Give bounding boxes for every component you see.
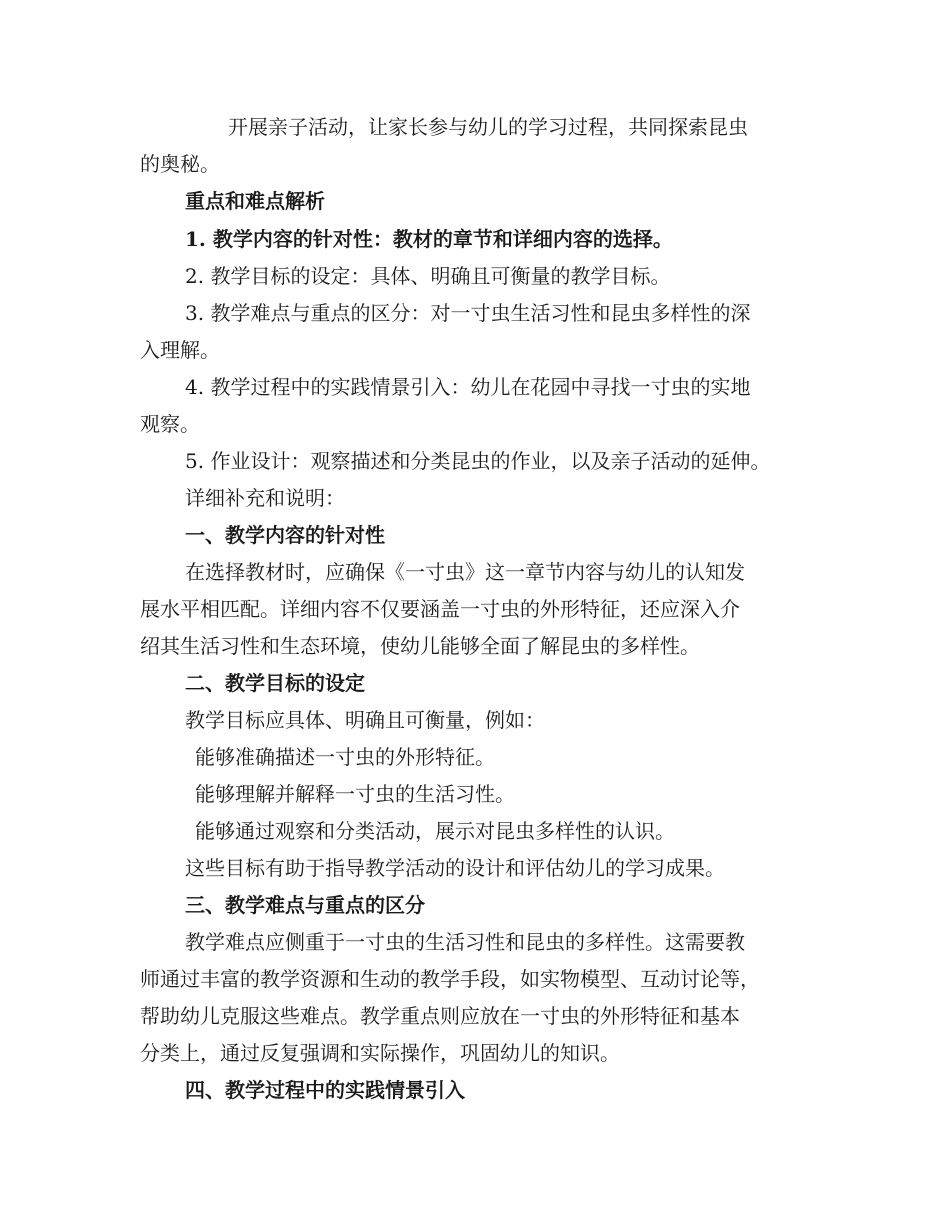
- paragraph-line: 帮助幼儿克服这些难点。教学重点则应放在一寸虫的外形特征和基本: [140, 1004, 740, 1028]
- list-item-continuation: 入理解。: [140, 338, 220, 362]
- paragraph-line: 教学目标应具体、明确且可衡量，例如：: [185, 708, 545, 732]
- section-heading: 一、教学内容的针对性: [185, 523, 385, 547]
- section-heading: 四、教学过程中的实践情景引入: [185, 1078, 465, 1102]
- section-heading: 三、教学难点与重点的区分: [185, 893, 425, 917]
- paragraph-line: 的奥秘。: [140, 152, 220, 176]
- paragraph-line: 分类上，通过反复强调和实际操作，巩固幼儿的知识。: [140, 1041, 620, 1065]
- paragraph-line: 绍其生活习性和生态环境，使幼儿能够全面了解昆虫的多样性。: [140, 634, 700, 658]
- list-item: 1. 教学内容的针对性：教材的章节和详细内容的选择。: [185, 227, 673, 251]
- section-heading: 重点和难点解析: [185, 189, 325, 213]
- paragraph-line: 开展亲子活动，让家长参与幼儿的学习过程，共同探索昆虫: [228, 115, 748, 139]
- paragraph-line: 这些目标有助于指导教学活动的设计和评估幼儿的学习成果。: [185, 856, 725, 880]
- paragraph-line: 详细补充和说明：: [185, 486, 345, 510]
- list-item-continuation: 观察。: [140, 412, 200, 436]
- list-item: 3. 教学难点与重点的区分：对一寸虫生活习性和昆虫多样性的深: [185, 301, 751, 325]
- list-item: 5. 作业设计：观察描述和分类昆虫的作业，以及亲子活动的延伸。: [185, 449, 771, 473]
- list-item: 2. 教学目标的设定：具体、明确且可衡量的教学目标。: [185, 264, 671, 288]
- paragraph-line: 在选择教材时，应确保《一寸虫》这一章节内容与幼儿的认知发: [185, 560, 745, 584]
- section-heading: 二、教学目标的设定: [185, 671, 365, 695]
- paragraph-line: 展水平相匹配。详细内容不仅要涵盖一寸虫的外形特征，还应深入介: [140, 597, 740, 621]
- paragraph-line: 师通过丰富的教学资源和生动的教学手段，如实物模型、互动讨论等，: [140, 967, 760, 991]
- paragraph-line: 教学难点应侧重于一寸虫的生活习性和昆虫的多样性。这需要教: [185, 930, 745, 954]
- goal-item: 能够通过观察和分类活动，展示对昆虫多样性的认识。: [195, 819, 675, 843]
- list-item: 4. 教学过程中的实践情景引入：幼儿在花园中寻找一寸虫的实地: [185, 375, 751, 399]
- goal-item: 能够准确描述一寸虫的外形特征。: [195, 745, 495, 769]
- goal-item: 能够理解并解释一寸虫的生活习性。: [195, 782, 515, 806]
